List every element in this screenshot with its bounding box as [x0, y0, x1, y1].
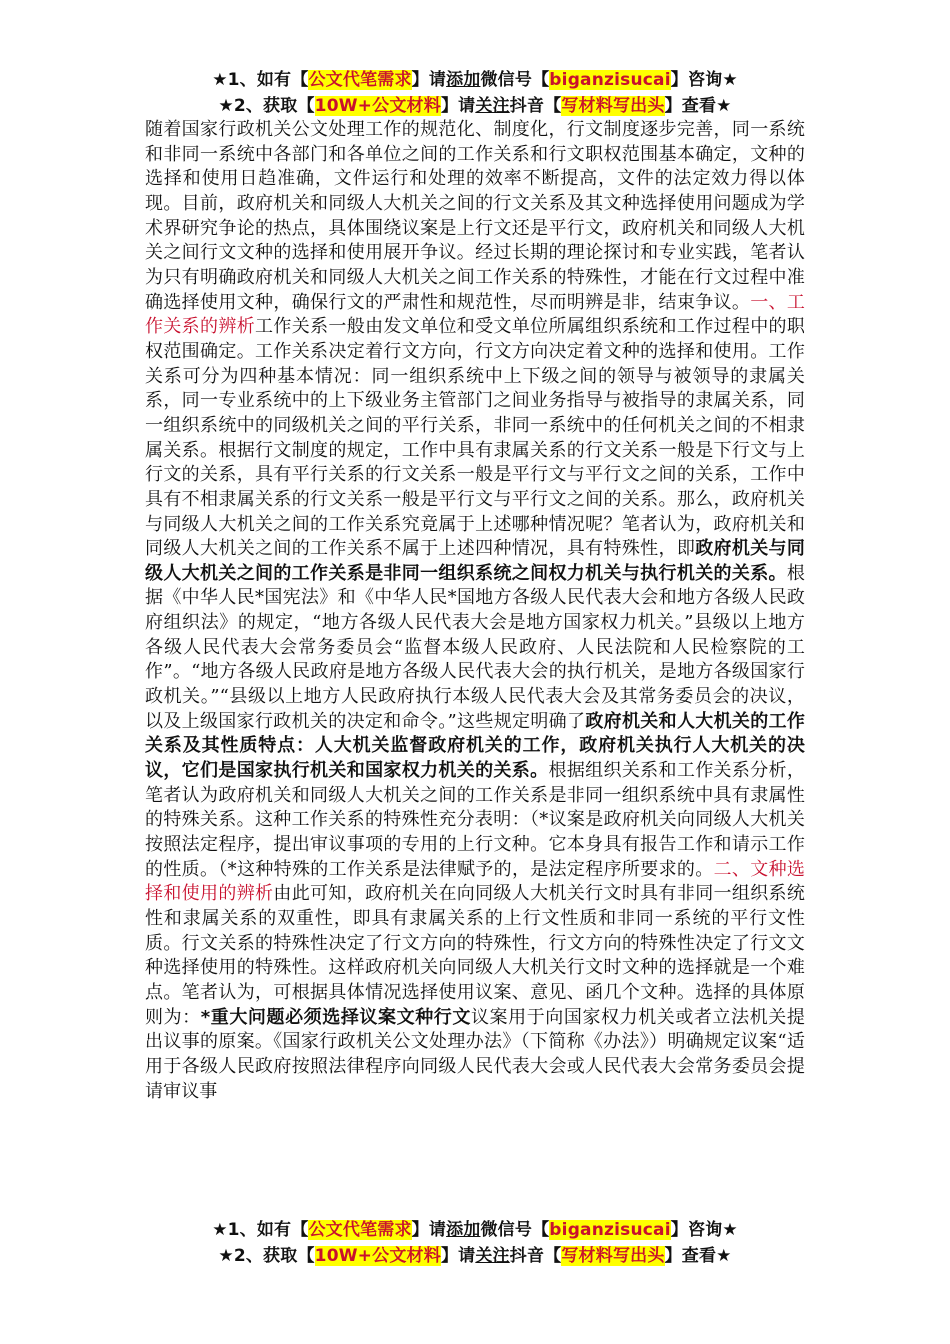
promo-text: 】查看★: [664, 96, 732, 116]
body-text-run: 议案用于向国家权力机关或者立法机关提出议事的原案。《国家行政机关公文处理办法》（下简称《办法》）明确规定议案“适用于各级人民政府按照法律程序向同级人民代表大会或人民代表大会常务委员会提请审议事: [145, 1006, 805, 1102]
promo-highlight: 公文代笔需求: [308, 70, 412, 90]
promo-text: 微信号【: [480, 70, 550, 90]
promo-text: 】查看★: [664, 1246, 732, 1266]
promo-text: 抖音【: [509, 96, 562, 116]
intro-text: 随着国家行政机关公文处理工作的规范化、制度化，行文制度逐步完善，同一系统和非同一系统中各部门和各单位之间的工作关系和行文职权范围基本确定，文种的选择和使用日趋准确，文件运行和处理的效率不断提高，文件的法定效力得以体现。目前，政府机关和同级人大机关之间的行文关系及其文种选择使用问题成为学术界研究争论的热点，具体围绕议案是上行文还是平行文，政府机关和同级人大机关之间行文文种的选择和使用展开争议。经过长期的理论探讨和专业实践，笔者认为只有明确政府机关和同级人大机关之间工作关系的特殊性，才能在行文过程中准确选择使用文种，确保行文的严肃性和规范性，尽而明辨是非，结束争议。: [145, 119, 805, 313]
bold-statement-3: *重大问题必须选择议案文种行文: [200, 1006, 471, 1028]
promo-underlined: 关注: [475, 96, 510, 116]
body-text-run: 根据组织关系和工作关系分析，笔者认为政府机关和同级人大机关之间的工作关系是非同一组织系统中具有隶属性的特殊关系。这种工作关系的特殊性充分表明：（*议案是政府机关向同级人大机关按照法定程序，提出审议事项的专用的上行文种。它本身具有报告工作和请示工作的性质。（*这种特殊的工作关系是法律赋予的，是法定程序所要求的。: [145, 760, 805, 880]
promo-text: 】请: [411, 1220, 447, 1240]
promo-wechat-id: biganzisucai: [549, 1220, 671, 1240]
promo-text: ★2、获取【: [218, 1246, 315, 1266]
promo-text: ★2、获取【: [218, 96, 315, 116]
promo-text: 】咨询★: [670, 1220, 738, 1240]
footer-promo-line-1: [0, 1218, 950, 1242]
section-heading-2: 二、文种选择和使用的辨析: [145, 858, 805, 905]
promo-text: 】咨询★: [670, 70, 738, 90]
promo-highlight: 10W+公文材料: [314, 1246, 441, 1266]
promo-text: 】请: [440, 1246, 476, 1266]
promo-text: ★1、如有【: [212, 1220, 309, 1240]
section-heading-1: 一、工作关系的辨析: [145, 291, 805, 338]
promo-text: 微信号【: [480, 1220, 550, 1240]
promo-douyin-id: 写材料写出头: [561, 96, 665, 116]
header-promo-line-2: [0, 94, 950, 118]
promo-text: 】请: [440, 96, 476, 116]
bold-statement-1: 政府机关与同级人大机关之间的工作关系是非同一组织系统之间权力机关与执行机关的关系。: [145, 538, 806, 584]
promo-underlined: 添加: [446, 1220, 481, 1240]
promo-text: 抖音【: [509, 1246, 562, 1266]
body-paragraph: [145, 118, 805, 1104]
promo-douyin-id: 写材料写出头: [561, 1246, 665, 1266]
promo-wechat-id: biganzisucai: [549, 70, 671, 90]
promo-underlined: 添加: [446, 70, 481, 90]
body-text-run: 由此可知，政府机关在向同级人大机关行文时具有非同一组织系统性和隶属关系的双重性，即具有隶属关系的上行文性质和非同一系统的平行文性质。行文关系的特殊性决定了行文方向的特殊性，行文方向的特殊性决定了行文文种选择使用的特殊性。这样政府机关向同级人大机关行文时文种的选择就是一个难点。笔者认为，可根据具体情况选择使用议案、意见、函几个文种。选择的具体原则为：: [145, 883, 805, 1028]
document-body: [145, 118, 805, 1104]
footer-promo-line-2: [0, 1244, 950, 1268]
promo-underlined: 关注: [475, 1246, 510, 1266]
body-text-run: 根据《中华人民*国宪法》和《中华人民*国地方各级人民代表大会和地方各级人民政府组织法》的规定，“地方各级人民代表大会是地方国家权力机关。”县级以上地方各级人民代表大会常务委员会“监督本级人民政府、人民法院和人民检察院的工作”。“地方各级人民政府是地方各级人民代表大会的执行机关，是地方各级国家行政机关。”“县级以上地方人民政府执行本级人民代表大会及其常务委员会的决议，以及上级国家行政机关的决定和命令。”这些规定明确了: [145, 562, 805, 732]
body-text-run: 工作关系一般由发文单位和受文单位所属组织系统和工作过程中的职权范围确定。工作关系决定着行文方向，行文方向决定着文种的选择和使用。工作关系可分为四种基本情况：同一组织系统中上下级之间的领导与被领导的隶属关系，同一专业系统中的上下级业务主管部门之间业务指导与被指导的隶属关系，同一组织系统中的同级机关之间的平行关系，非同一系统中的任何机关之间的不相隶属关系。根据行文制度的规定，工作中具有隶属关系的行文关系一般是下行文与上行文的关系，具有平行关系的行文关系一般是平行文与平行文之间的关系，工作中具有不相隶属关系的行文关系一般是平行文与平行文之间的关系。那么，政府机关与同级人大机关之间的工作关系究竟属于上述哪种情况呢？笔者认为，政府机关和同级人大机关之间的工作关系不属于上述四种情况，具有特殊性，即: [145, 316, 805, 560]
promo-text: ★1、如有【: [212, 70, 309, 90]
promo-highlight: 公文代笔需求: [308, 1220, 412, 1240]
bold-statement-2: 政府机关和人大机关的工作关系及其性质特点：人大机关监督政府机关的工作，政府机关执行人大机关的决议，它们是国家执行机关和国家权力机关的关系。: [145, 710, 805, 782]
promo-highlight: 10W+公文材料: [314, 96, 441, 116]
promo-text: 】请: [411, 70, 447, 90]
header-promo-line-1: [0, 68, 950, 92]
